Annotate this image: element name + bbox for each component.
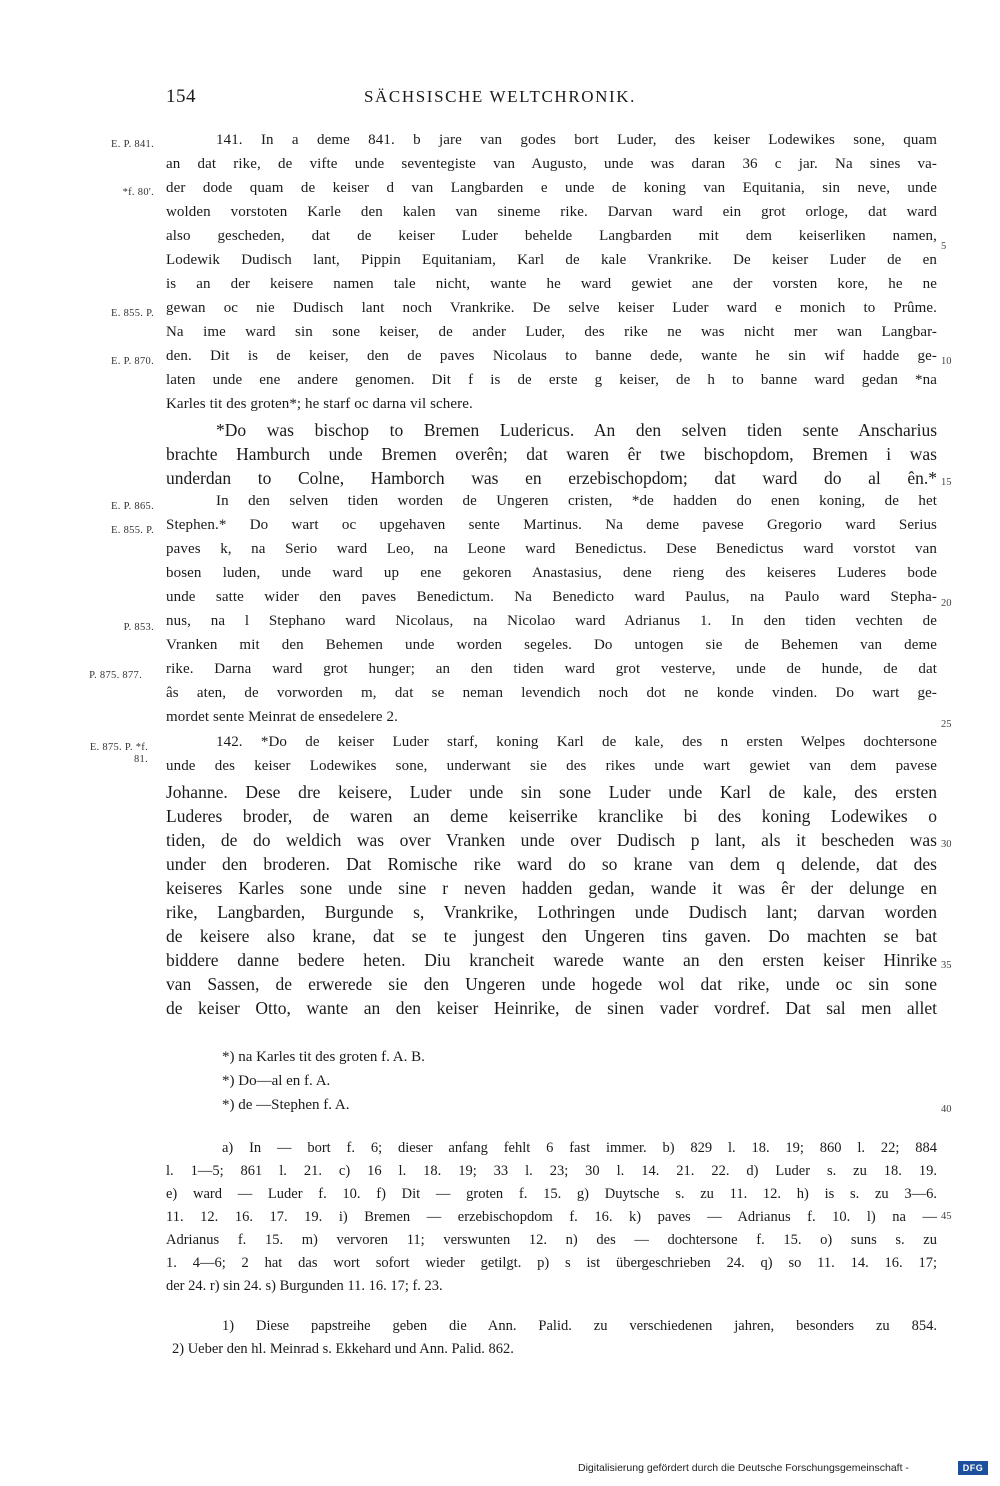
text-line: 141. In a deme 841. b jare van godes bort Luder, des keiser Lodewikes sone, quam xyxy=(216,132,937,148)
text-line: gewan oc nie Dudisch lant noch Vrankrike. De selve keiser Luder ward e monich to Prûme. xyxy=(166,300,937,316)
text-line: nus, na l Stephano ward Nicolaus, na Nicolao ward Adrianus 1. In den tiden vechten de xyxy=(166,613,937,629)
margin-note: E. P. 841. xyxy=(111,139,154,150)
text-line: keiseres Karles sone unde sine r neven hadden gedan, wande it was êr der delunge en xyxy=(166,878,937,898)
text-line: rike, Langbarden, Burgunde s, Vrankrike, Lothringen unde Dudisch lant; darvan worden xyxy=(166,902,937,922)
footnote: 2) Ueber den hl. Meinrad s. Ekkehard und Ann. Palid. 862. xyxy=(172,1341,514,1357)
margin-note: *f. 80'. xyxy=(122,187,154,198)
text-line: underdan to Colne, Hamborch was en erzebischopdom; dat ward do al ên.* xyxy=(166,468,937,488)
line-number: 10 xyxy=(941,356,952,367)
line-number: 25 xyxy=(941,719,952,730)
text-line: In den selven tiden worden de Ungeren cristen, *de hadden do enen koning, de het xyxy=(216,493,937,509)
text-line: biddere danne bedere heten. Diu krancheit warede wante an den ersten keiser Hinrike xyxy=(166,950,937,970)
line-number: 35 xyxy=(941,960,952,971)
variant-note: *) na Karles tit des groten f. A. B. xyxy=(222,1049,425,1065)
margin-note: E. 875. P. *f. 81. xyxy=(89,742,148,765)
text-line: Karles tit des groten*; he starf oc darna vil schere. xyxy=(166,396,473,412)
text-line: de keisere also krane, dat se te jungest den Ungeren tins gaven. Do machten se bat xyxy=(166,926,937,946)
text-line: Lodewik Dudisch lant, Pippin Equitaniam, Karl de kale Vrankrike. De keiser Luder de en xyxy=(166,252,937,268)
variant-note: *) Do—al en f. A. xyxy=(222,1073,331,1089)
text-line: *Do was bischop to Bremen Ludericus. An den selven tiden sente Anscharius xyxy=(216,420,937,440)
apparatus-line: Adrianus f. 15. m) vervoren 11; verswunten 12. n) des — dochtersone f. 15. o) suns s. zu xyxy=(166,1232,937,1248)
apparatus-line: 11. 12. 16. 17. 19. i) Bremen — erzebischopdom f. 16. k) paves — Adrianus f. 10. l) na — xyxy=(166,1209,937,1225)
text-line: âs aten, de vorworden m, dat se neman levendich noch dot ne konde vinden. Do wart ge- xyxy=(166,685,937,701)
line-number: 5 xyxy=(941,241,947,252)
line-number: 30 xyxy=(941,839,952,850)
running-title: SÄCHSISCHE WELTCHRONIK. xyxy=(364,87,636,106)
footnote: 1) Diese papstreihe geben die Ann. Palid. zu verschiedenen jahren, besonders zu 854. xyxy=(222,1318,937,1334)
text-line: is an der keisere namen tale nicht, wante he ward gewiet ane der vorsten kore, he ne xyxy=(166,276,937,292)
text-line: Johanne. Dese dre keisere, Luder unde sin sone Luder unde Karl de kale, des ersten xyxy=(166,782,937,802)
text-line: an dat rike, de vifte unde seventegiste van Augusto, unde was daran 36 c jar. Na sines va- xyxy=(166,156,937,172)
text-line: wolden vorstoten Karle den kalen van sineme rike. Darvan ward ein grot orloge, dat ward xyxy=(166,204,937,220)
text-line: 142. *Do de keiser Luder starf, koning Karl de kale, des n ersten Welpes dochtersone xyxy=(216,734,937,750)
line-number: 15 xyxy=(941,477,952,488)
text-line: unde satte wider den paves Benedictum. Na Benedicto ward Paulus, na Paulo ward Stepha- xyxy=(166,589,937,605)
text-line: unde des keiser Lodewikes sone, underwant sie des rikes unde wart gewiet van dem pavese xyxy=(166,758,937,774)
text-line: brachte Hamburch unde Bremen overên; dat waren êr twe bischopdom, Bremen i was xyxy=(166,444,937,464)
text-line: Vranken mit den Behemen unde worden segeles. Do untogen sie de Behemen van deme xyxy=(166,637,937,653)
page-number: 154 xyxy=(166,86,196,107)
apparatus-line: 1. 4—6; 2 hat das wort sofort wieder getilgt. p) s ist übergeschrieben 24. q) so 11. 14. 16. 17; xyxy=(166,1255,937,1271)
text-line: Stephen.* Do wart oc upgehaven sente Martinus. Na deme pavese Gregorio ward Serius xyxy=(166,517,937,533)
margin-note: E. P. 870. xyxy=(111,356,154,367)
text-line: Luderes broder, de waren an deme keiserrike kranclike bi des koning Lodewikes o xyxy=(166,806,937,826)
text-line: bosen luden, unde ward up ene gekoren Anastasius, dene rieng des keiseres Luderes bode xyxy=(166,565,937,581)
text-line: van Sassen, de erwerede sie den Ungeren unde hogede wol dat rike, unde oc sin sone xyxy=(166,974,937,994)
margin-note: P. 853. xyxy=(123,622,154,633)
text-line: de keiser Otto, wante an den keiser Heinrike, de sinen vader vordref. Dat sal men allet xyxy=(166,998,937,1018)
dfg-logo: DFG xyxy=(958,1461,988,1475)
margin-note: P. 875. 877. xyxy=(89,670,142,681)
page-header xyxy=(0,86,1000,112)
text-line: tiden, de do weldich was over Vranken unde over Dudisch p lant, als it bescheden was xyxy=(166,830,937,850)
apparatus-line: l. 1—5; 861 l. 21. c) 16 l. 18. 19; 33 l. 23; 30 l. 14. 21. 22. d) Luder s. zu 18. 19. xyxy=(166,1163,937,1179)
apparatus-line: der 24. r) sin 24. s) Burgunden 11. 16. 17; f. 23. xyxy=(166,1278,443,1294)
text-line: paves k, na Serio ward Leo, na Leone ward Benedictus. Dese Benedictus ward vorstot van xyxy=(166,541,937,557)
line-number: 40 xyxy=(941,1104,952,1115)
text-line: der dode quam de keiser d van Langbarden e unde de koning van Equitania, sin neve, unde xyxy=(166,180,937,196)
margin-note: E. 855. P. xyxy=(111,525,154,536)
text-line: laten unde ene andere genomen. Dit f is de erste g keiser, de h to banne ward gedan *na xyxy=(166,372,937,388)
text-line: rike. Darna ward grot hunger; an den tiden ward grot vesterve, unde de hunde, de dat xyxy=(166,661,937,677)
text-line: mordet sente Meinrat de ensedelere 2. xyxy=(166,709,398,725)
text-line xyxy=(166,1022,937,1046)
text-line: den. Dit is de keiser, den de paves Nicolaus to banne dede, wante he sin wif hadde ge- xyxy=(166,348,937,364)
margin-note: E. 855. P. xyxy=(111,308,154,319)
line-number: 45 xyxy=(941,1211,952,1222)
text-line: Na ime ward sin sone keiser, de ander Luder, des rike ne was nicht mer wan Langbar- xyxy=(166,324,937,340)
variant-note: *) de —Stephen f. A. xyxy=(222,1097,350,1113)
line-number: 20 xyxy=(941,598,952,609)
digitization-credit: Digitalisierung gefördert durch die Deutsche Forschungsgemeinschaft - xyxy=(578,1462,909,1474)
margin-note: E. P. 865. xyxy=(111,501,154,512)
text-line: under den broderen. Dat Romische rike ward do so krane van dem q delende, dat des xyxy=(166,854,937,874)
apparatus-line: a) In — bort f. 6; dieser anfang fehlt 6 fast immer. b) 829 l. 18. 19; 860 l. 22; 884 xyxy=(222,1140,937,1156)
apparatus-line: e) ward — Luder f. 10. f) Dit — groten f. 15. g) Duytsche s. zu 11. 12. h) is s. zu 3—6. xyxy=(166,1186,937,1202)
text-line: also gescheden, dat de keiser Luder behelde Langbarden mit dem keiserliken namen, xyxy=(166,228,937,244)
